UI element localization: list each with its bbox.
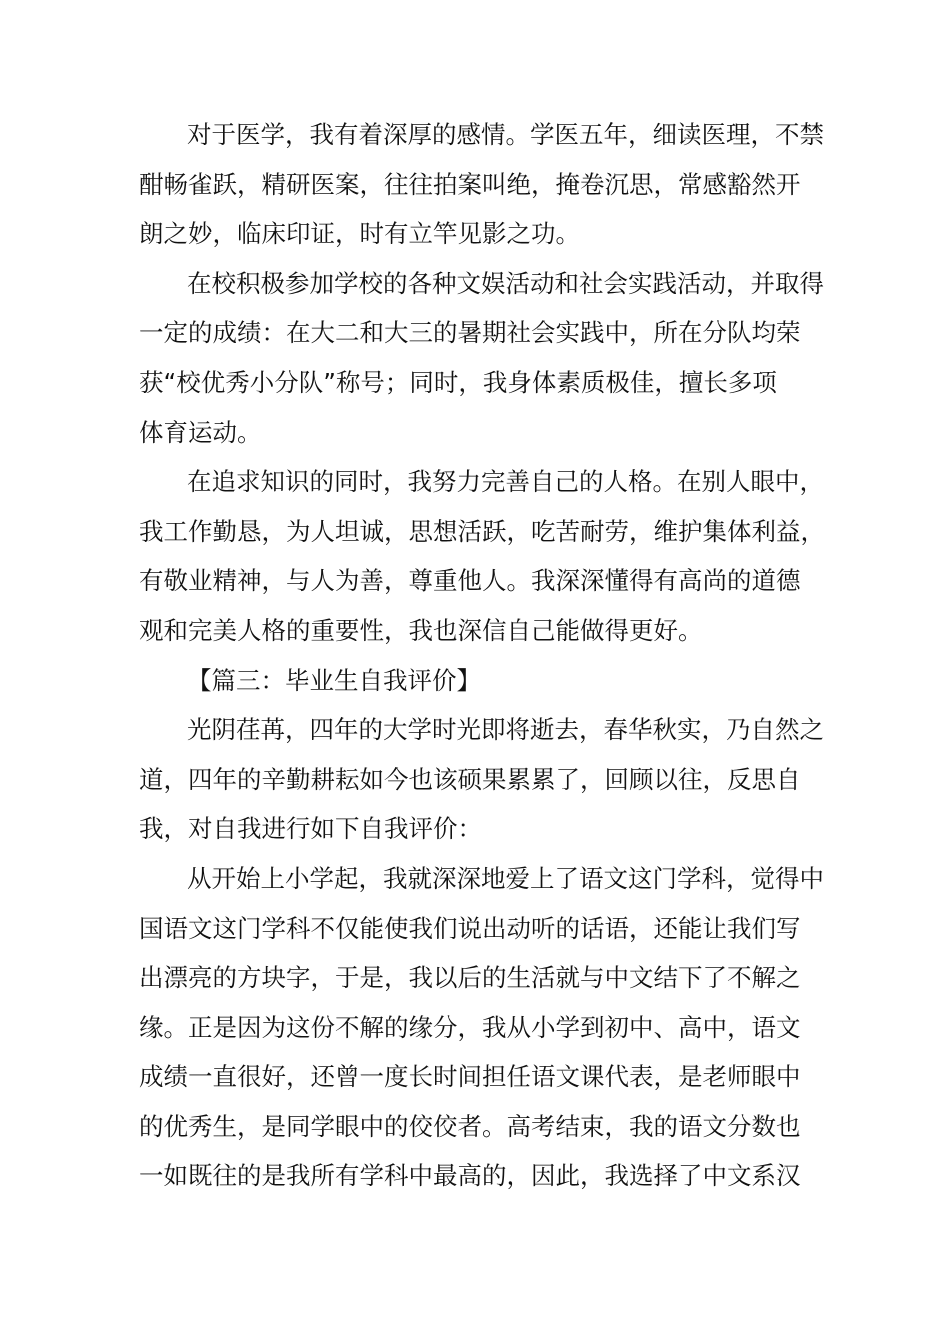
text-line: 从开始上小学起，我就深深地爱上了语文这门学科，觉得中 [187, 863, 824, 893]
text-line: 获“校优秀小分队”称号；同时，我身体素质极佳，擅长多项 [139, 367, 777, 397]
text-line: 在校积极参加学校的各种文娱活动和社会实践活动，并取得 [187, 268, 824, 298]
text-line: 一定的成绩：在大二和大三的暑期社会实践中，所在分队均荣 [139, 318, 801, 348]
section-heading: 【篇三：毕业生自我评价】 [187, 665, 481, 695]
text-line: 观和完美人格的重要性，我也深信自己能做得更好。 [139, 615, 703, 645]
text-line: 体育运动。 [139, 417, 262, 447]
text-line: 朗之妙，临床印证，时有立竿见影之功。 [139, 219, 580, 249]
text-line: 国语文这门学科不仅能使我们说出动听的话语，还能让我们写 [139, 913, 801, 943]
text-line: 在追求知识的同时，我努力完善自己的人格。在别人眼中， [187, 467, 824, 497]
text-line: 成绩一直很好，还曾一度长时间担任语文课代表，是老师眼中 [139, 1062, 801, 1092]
text-line: 缘。正是因为这份不解的缘分，我从小学到初中、高中，语文 [139, 1012, 801, 1042]
text-line: 酣畅雀跃，精研医案，往往拍案叫绝，掩卷沉思，常感豁然开 [139, 169, 801, 199]
text-line: 出漂亮的方块字，于是，我以后的生活就与中文结下了不解之 [139, 963, 801, 993]
text-line: 我工作勤恳，为人坦诚，思想活跃，吃苦耐劳，维护集体利益， [139, 516, 825, 546]
text-line: 一如既往的是我所有学科中最高的，因此，我选择了中文系汉 [139, 1161, 801, 1191]
document-body [139, 110, 829, 1201]
text-line: 光阴荏苒，四年的大学时光即将逝去，春华秋实，乃自然之 [187, 715, 824, 745]
text-line: 的优秀生，是同学眼中的佼佼者。高考结束，我的语文分数也 [139, 1111, 801, 1141]
text-line: 有敬业精神，与人为善，尊重他人。我深深懂得有高尚的道德 [139, 566, 801, 596]
text-line: 对于医学，我有着深厚的感情。学医五年，细读医理，不禁 [187, 120, 824, 149]
text-line: 我，对自我进行如下自我评价： [139, 814, 482, 844]
text-line: 道，四年的辛勤耕耘如今也该硕果累累了，回顾以往，反思自 [139, 764, 801, 794]
